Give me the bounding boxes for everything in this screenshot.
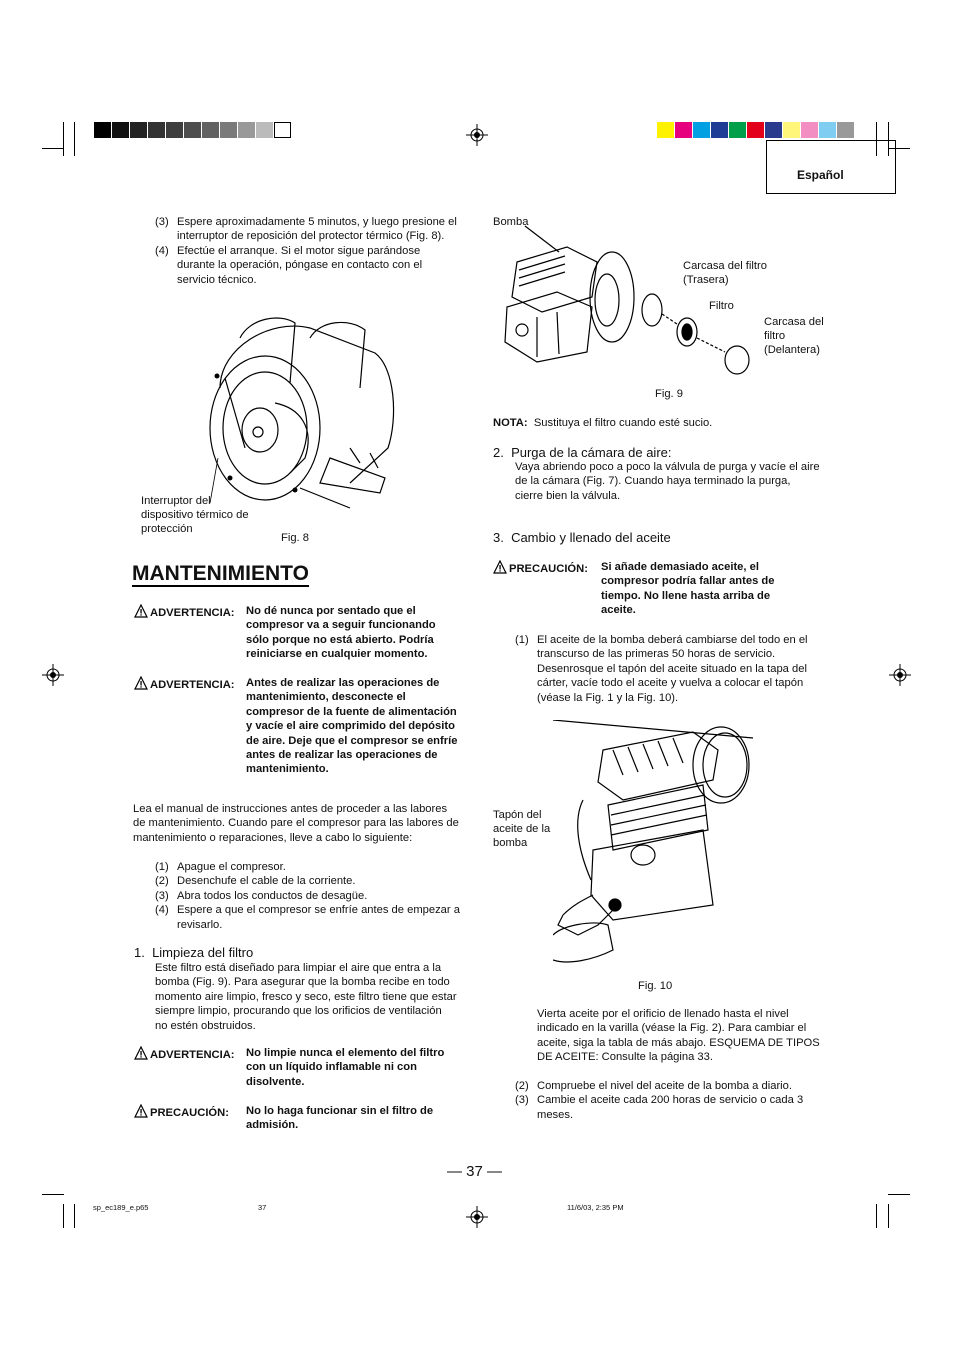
filter-paragraph: Este filtro está diseñado para limpiar el aire que entra a la bomba (Fig. 9). Para asegurar que la bomba recibe en todo momento aire limpio, fresco y seco, este filtro tiene que estar siempre limpio, procurando que los orificios de ventilación no estén obstruidos. (155, 962, 457, 1032)
section-title: MANTENIMIENTO (132, 562, 309, 585)
fig8-motor-illustration (200, 308, 400, 513)
fig9-label-carcasa-delantera: Carcasa del filtro (Delantera) (764, 316, 824, 356)
fig10-pump-illustration (553, 720, 763, 970)
caution-2: PRECAUCIÓN: Si añade demasiado aceite, el compresor podría fallar antes de tiempo. No llene hasta arriba de aceite. (493, 560, 823, 620)
fig8-caption: Fig. 8 (281, 532, 309, 544)
intro-paragraph: Lea el manual de instrucciones antes de proceder a las labores de mantenimiento. Cuando pare el compresor para las labores de mantenimiento o reparaciones, lleve a cabo lo siguiente: (133, 803, 459, 844)
purge-paragraph: Vaya abriendo poco a poco la válvula de purga y vacíe el aire de la cámara (Fig. 7). Cuando haya terminado la purga, cierre bien la válvula. (515, 461, 820, 502)
warning-icon (134, 676, 148, 690)
warning-text: Antes de realizar las operaciones de mantenimiento, desconecte el compresor de la fuente de alimentación y vacíe el aire comprimido del depósito de aire. Deje que el compresor se enfríe antes de realizar las operaciones de mantenimiento. (246, 677, 458, 776)
note-text: Sustituya el filtro cuando esté sucio. (533, 417, 713, 429)
fig9-label-bomba: Bomba (493, 216, 529, 228)
caution-text: Si añade demasiado aceite, el compresor podría fallar antes de tiempo. No llene hasta arriba de aceite. (601, 561, 775, 617)
language-tab (766, 140, 896, 194)
list-item: (4) Espere a que el compresor se enfríe antes de empezar a revisarlo. (155, 904, 460, 931)
oil-steps (515, 1079, 820, 1122)
warning-icon (134, 1104, 148, 1118)
list-item: (1) El aceite de la bomba deberá cambiarse del todo en el transcurso de las primeras 50 horas de servicio. Desenrosque el tapón del aceite situado en la tapa del cárter, vacíe todo el aceite y vuelva a colocar el tapón (véase la Fig. 1 y la Fig. 10). (515, 634, 808, 704)
warning-text: No limpie nunca el elemento del filtro con un líquido inflamable ni con disolvente. (246, 1047, 445, 1088)
note (493, 416, 823, 430)
warning-icon (134, 604, 148, 618)
page-number: — 37 — (447, 1163, 503, 1180)
fig10-label: Tapón del aceite de la bomba (493, 809, 551, 849)
fig9-pump-illustration (497, 222, 789, 382)
registration-mark-bottom (466, 1206, 488, 1228)
fig8-label: Interruptor del dispositivo térmico de protección (141, 495, 249, 535)
warning-icon (134, 1046, 148, 1060)
language-label: Español (797, 168, 844, 182)
warning-text: No dé nunca por sentado que el compresor va a seguir funcionando sólo porque no está abierto. Podría reiniciarse en cualquier momento. (246, 605, 436, 661)
footer-file: sp_ec189_e.p65 (93, 1203, 149, 1212)
list-item: (3) Abra todos los conductos de desagüe. (155, 889, 368, 902)
warning-2: ADVERTENCIA: Antes de realizar las operaciones de mantenimiento, desconecte el compresor de la fuente de alimentación y vacíe el aire comprimido del depósito de aire. Deje que el compresor se enfríe antes de realizar las operaciones de mantenimiento. (134, 676, 464, 796)
warning-1: ADVERTENCIA: No dé nunca por sentado que el compresor va a seguir funcionando sólo porque no está abierto. Podría reiniciarse en cualquier momento. (134, 604, 464, 664)
list-item: (1) Apague el compresor. (155, 861, 286, 873)
filter-heading: 1. Limpieza del filtro (134, 945, 254, 960)
oil-heading: 3. Cambio y llenado del aceite (493, 530, 671, 545)
registration-mark-right (889, 664, 911, 686)
note-label: NOTA: (493, 417, 528, 429)
fig9-caption: Fig. 9 (655, 388, 683, 400)
fig9-label-carcasa-trasera: Carcasa del filtro (Trasera) (683, 260, 767, 286)
footer-page: 37 (258, 1203, 267, 1212)
oil-step-1 (515, 633, 820, 705)
caution-1: PRECAUCIÓN: No lo haga funcionar sin el filtro de admisión. (134, 1104, 464, 1136)
list-item: (2) Compruebe el nivel del aceite de la bomba a diario. (515, 1080, 792, 1092)
purge-heading: 2. Purga de la cámara de aire: (493, 445, 672, 460)
footer-date: 11/6/03, 2:35 PM (567, 1203, 624, 1212)
fig10-caption: Fig. 10 (638, 980, 673, 992)
registration-mark-top (466, 124, 488, 146)
list-item: (4) Efectúe el arranque. Si el motor sigue parándose durante la operación, póngase en contacto con el servicio técnico. (155, 244, 423, 286)
list-item: (3) Espere aproximadamente 5 minutos, y luego presione el interruptor de reposición del protector térmico (Fig. 8). (155, 216, 457, 243)
steps-top (155, 215, 460, 287)
list-item: (3) Cambie el aceite cada 200 horas de servicio o cada 3 meses. (515, 1094, 804, 1121)
warning-icon (493, 560, 507, 574)
warning-3: ADVERTENCIA: No limpie nunca el elemento del filtro con un líquido inflamable ni con disolvente. (134, 1046, 464, 1092)
caution-text: No lo haga funcionar sin el filtro de admisión. (246, 1105, 434, 1132)
list-item: (2) Desenchufe el cable de la corriente. (155, 875, 356, 888)
registration-mark-left (42, 664, 64, 686)
oil-paragraph: Vierta aceite por el orificio de llenado hasta el nivel indicado en la varilla (véase la Fig. 2). Para cambiar el aceite, siga la tabla de más abajo. ESQUEMA DE TIPOS DE ACEITE: Consulte la página 33. (537, 1008, 820, 1064)
fig9-label-filtro: Filtro (709, 300, 734, 312)
intro-steps (155, 860, 460, 932)
